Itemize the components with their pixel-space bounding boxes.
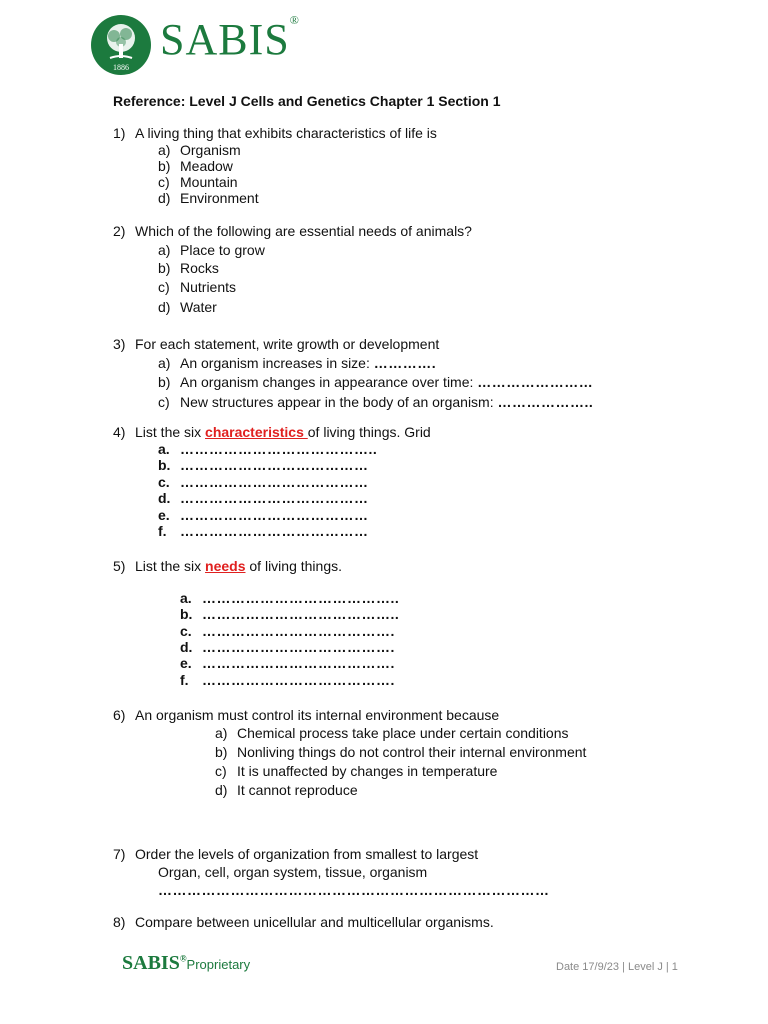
q5-blank-b: b. ………………………………….. <box>180 606 400 622</box>
question-1: 1) A living thing that exhibits characteristics of life is <box>113 125 437 141</box>
question-4: 4) List the six characteristics of living things. Grid <box>113 424 431 440</box>
q5-blank-f: f. …………………………………. <box>180 672 395 688</box>
logo-year: 1886 <box>113 63 129 72</box>
question-6: 6) An organism must control its internal environment because <box>113 707 500 723</box>
q3-statement-b: b) An organism changes in appearance over time: …………………… <box>158 374 594 390</box>
q5-blank-d: d. …………………………………. <box>180 639 395 655</box>
sabis-logo <box>90 12 320 78</box>
reference-heading: Reference: Level J Cells and Genetics Chapter 1 Section 1 <box>113 93 501 109</box>
footer-logo: SABIS®Proprietary <box>122 952 251 974</box>
q1-option-c: c) Mountain <box>158 174 238 190</box>
footer-meta: Date 17/9/23 | Level J | 1 <box>556 961 678 973</box>
q5-blank-a: a. ………………………………….. <box>180 590 400 606</box>
q4-blank-c: c. ………………………………… <box>158 474 369 490</box>
q1-option-a: a) Organism <box>158 142 241 158</box>
q7-answer-line: ……………………………………………………………………… <box>158 882 550 898</box>
q6-option-b: b) Nonliving things do not control their internal environment <box>215 744 587 760</box>
q6-option-a: a) Chemical process take place under certain conditions <box>215 725 569 741</box>
q5-blank-e: e. …………………………………. <box>180 655 395 671</box>
q4-blank-d: d. ………………………………… <box>158 490 369 506</box>
q5-blank-c: c. …………………………………. <box>180 623 395 639</box>
q2-option-b: b) Rocks <box>158 260 219 276</box>
q4-highlight: characteristics <box>205 424 308 440</box>
q3-statement-a: a) An organism increases in size: …………. <box>158 355 437 371</box>
question-5: 5) List the six needs of living things. <box>113 558 342 574</box>
question-8: 8) Compare between unicellular and multicellular organisms. <box>113 914 494 930</box>
tree-seal-icon <box>90 14 152 76</box>
q6-option-c: c) It is unaffected by changes in temperature <box>215 763 498 779</box>
q1-option-d: d) Environment <box>158 190 259 206</box>
q7-list: Organ, cell, organ system, tissue, organism <box>158 864 428 880</box>
q4-blank-e: e. ………………………………… <box>158 507 369 523</box>
q3-statement-c: c) New structures appear in the body of an organism: ……………….. <box>158 394 594 410</box>
q4-blank-f: f. ………………………………… <box>158 523 369 539</box>
q2-option-a: a) Place to grow <box>158 242 265 258</box>
logo-wordmark: SABIS® <box>160 13 300 64</box>
q5-highlight: needs <box>205 558 246 574</box>
q1-option-b: b) Meadow <box>158 158 233 174</box>
q4-blank-b: b. ………………………………… <box>158 457 369 473</box>
q2-option-c: c) Nutrients <box>158 279 237 295</box>
question-7: 7) Order the levels of organization from smallest to largest <box>113 846 479 862</box>
q4-blank-a: a. ………………………………….. <box>158 441 378 457</box>
question-3: 3) For each statement, write growth or development <box>113 336 440 352</box>
q6-option-d: d) It cannot reproduce <box>215 782 358 798</box>
question-2: 2) Which of the following are essential needs of animals? <box>113 223 472 239</box>
q2-option-d: d) Water <box>158 299 217 315</box>
